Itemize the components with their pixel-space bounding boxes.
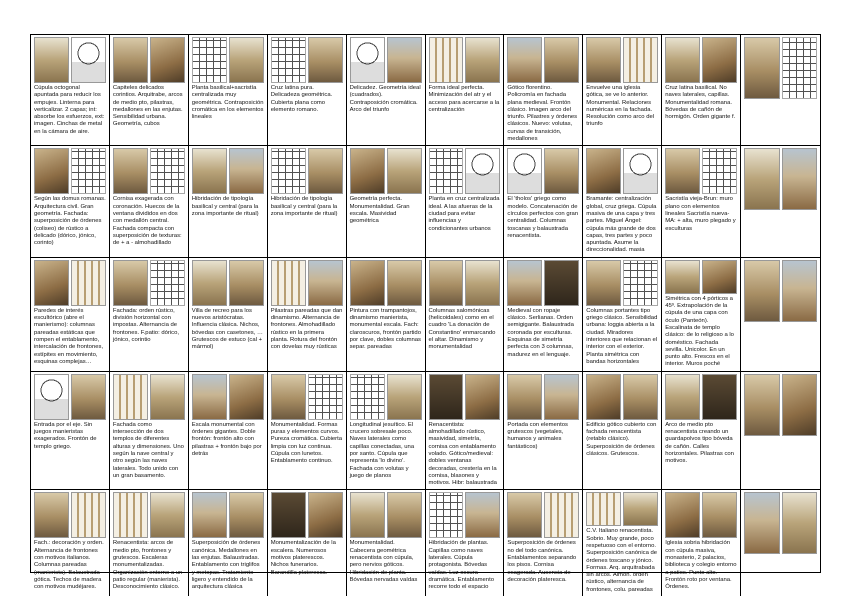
- card-caption: El 'tholos' griego como modelo. Concatenación de círculos perfectos con gran centralidad. Columnas toscanas y balaustrada renacentista.: [507, 196, 579, 239]
- card-caption: Edificio gótico cubierto con fachada renacentista (retablo clásico). Superposición de órdenes clásicos. Grutescos.: [586, 421, 657, 457]
- building-photo: [34, 37, 69, 83]
- building-photo: [544, 37, 579, 83]
- card-images: [192, 492, 264, 538]
- card-caption: [744, 101, 817, 143]
- card-images: [271, 148, 343, 194]
- card-images: [507, 374, 579, 420]
- card: [741, 372, 820, 491]
- building-photo: [465, 260, 500, 306]
- card-images: [665, 260, 737, 294]
- card-caption: C.V. Italiano renacentista. Sobrio. Muy grande, poco respetuoso con el entorno. Superposición canónica de órdenes toscano y jónico. Formas. Arq. arquitrabada sin arcos. Almoh. orden rústico, alternancia de frontones, colu. pareadas: [586, 528, 658, 593]
- card-caption: Capiteles delicados corintios. Arquitrabe, arcos de medio pto, pilastras, medallones en las enjutas. Sensibilidad urbana. Geometría, cubos: [112, 85, 183, 128]
- card-images: [665, 37, 737, 83]
- card: [268, 258, 347, 372]
- floor-plan-image: [150, 148, 185, 194]
- card-images: [507, 260, 579, 306]
- card-images: [586, 37, 658, 83]
- building-photo: [192, 148, 227, 194]
- building-photo: [623, 374, 658, 420]
- card: [426, 35, 505, 146]
- card-caption: Paredes de interés escultórico (abre el manierismo): columnas pareadas estáticas que rompen el entablamento, intercalación de frontones, estípites en movimiento, esquinas complejas…: [34, 307, 104, 365]
- building-photo: [586, 260, 621, 306]
- building-photo: [665, 37, 700, 83]
- card-caption: Portada con elementos grutescos (vegetales, humanos y animales fantásticos): [507, 421, 568, 450]
- card-images: [429, 148, 501, 194]
- building-photo: [586, 37, 621, 83]
- card: [31, 372, 110, 491]
- card-images: [113, 374, 185, 420]
- building-photo: [623, 37, 658, 83]
- card-images: [192, 260, 264, 306]
- card-caption: Fachada: orden rústico, división horizontal con impostas. Alternancia de frontones. F.patio: dórico, jónico, corintio: [112, 307, 180, 343]
- card: [31, 146, 110, 257]
- card-caption: Gótico florentino. Policromía en fachada plana medieval. Frontón clásico. Imagen arco del triunfo. Pilastres y órdenes clásicos. Nuevo: volutas, curvas de transición, medallones: [507, 85, 578, 143]
- card-caption: Entrada por el eje. Sin juegos manieristas exagerados. Frontón de templo griego.: [34, 421, 97, 450]
- card-images: [113, 37, 185, 83]
- card-images: [586, 492, 658, 526]
- card-caption: Hibridación de tipología basilical y central (para la zona importante de ritual): [270, 196, 338, 217]
- building-photo: [308, 37, 343, 83]
- building-photo: [586, 374, 621, 420]
- card-images: [34, 148, 106, 194]
- card-images: [507, 37, 579, 83]
- card: [268, 146, 347, 257]
- card-caption: [744, 556, 817, 594]
- building-photo: [465, 492, 500, 538]
- building-photo: [350, 492, 385, 538]
- building-photo: [744, 148, 779, 210]
- building-photo: [744, 492, 779, 554]
- card: [426, 372, 505, 491]
- card-images: [34, 37, 106, 83]
- elevation-sketch-image: [34, 374, 69, 420]
- card: [583, 372, 662, 491]
- card-caption: Monumentalidad. Cabecera geométrica renacentista con cúpula, pero nervios góticos. Hibridación de planta. Bóvedas nervadas vaídas: [349, 540, 418, 583]
- card: [504, 258, 583, 372]
- card-images: [507, 148, 579, 194]
- building-photo: [507, 260, 542, 306]
- card-caption: [744, 438, 817, 488]
- building-photo: [544, 148, 579, 194]
- building-photo: [702, 374, 737, 420]
- card: [504, 490, 583, 596]
- building-photo: [229, 37, 264, 83]
- card: [110, 35, 189, 146]
- card: [31, 490, 110, 596]
- building-photo: [782, 374, 817, 436]
- card: [347, 35, 426, 146]
- building-photo: [744, 260, 779, 322]
- card: [347, 490, 426, 596]
- building-photo: [350, 260, 385, 306]
- building-photo: [586, 492, 621, 526]
- card-images: [271, 374, 343, 420]
- building-photo: [387, 374, 422, 420]
- card-images: [192, 374, 264, 420]
- floor-plan-image: [192, 37, 227, 83]
- card-caption: Envuelve una iglesia gótica, se ve lo anterior. Monumental. Relaciones numéricas en la fachada. Resolución como arco del triunfo: [586, 85, 655, 128]
- building-photo: [507, 492, 542, 538]
- card: [583, 490, 662, 596]
- card-caption: [744, 212, 817, 254]
- building-photo: [429, 260, 464, 306]
- card: [426, 146, 505, 257]
- card-caption: Bramante: centralización global, cruz griega. Cúpula masiva de una capa y tres partes. Miguel Ángel: cúpula más grande de dos capas, tres partes y poco apuntada. Asume la direccionalidad. masia: [586, 196, 657, 254]
- building-photo: [113, 374, 148, 420]
- card-images: [665, 492, 737, 538]
- building-photo: [429, 37, 464, 83]
- building-photo: [229, 260, 264, 306]
- card: [662, 490, 741, 596]
- building-photo: [623, 492, 658, 526]
- building-photo: [113, 37, 148, 83]
- card-images: [586, 148, 658, 194]
- elevation-sketch-image: [350, 37, 385, 83]
- building-photo: [507, 374, 542, 420]
- building-photo: [465, 374, 500, 420]
- card: [189, 146, 268, 257]
- card: [662, 258, 741, 372]
- card-images: [586, 374, 658, 420]
- card-caption: Forma ideal perfecta. Minimización del atr y el acceso para acercarse a la centralización: [428, 85, 500, 113]
- card: [347, 146, 426, 257]
- floor-plan-image: [702, 148, 737, 194]
- card: [741, 258, 820, 372]
- card-caption: Columnas salomónicas (helicoidales) como en el cuadro 'La donación de Constantino' enmarcando el altar. Dinamismo y monumentalidad: [428, 307, 496, 351]
- building-photo: [113, 492, 148, 538]
- floor-plan-image: [308, 374, 343, 420]
- building-photo: [192, 492, 227, 538]
- card-images: [34, 492, 106, 538]
- card-caption: Superposición de órdenes no del todo canónica. Entablamentos separando los pisos. Cornisa exagerada. Ausencia de decoración plateresca.: [507, 540, 577, 583]
- building-photo: [782, 260, 817, 322]
- card-images: [271, 260, 343, 306]
- floor-plan-image: [623, 260, 658, 306]
- card: [426, 490, 505, 596]
- card-caption: Superposición de órdenes canónica. Medallones en las enjutas. Balaustradas. Entablamento con triglifos y metopas. Tratamiento ligero y entendido de la arquitectura clásica: [191, 540, 261, 591]
- card-images: [350, 260, 422, 306]
- building-photo: [782, 148, 817, 210]
- card-images: [271, 37, 343, 83]
- card-images: [113, 260, 185, 306]
- building-photo: [113, 148, 148, 194]
- card-images: [113, 492, 185, 538]
- card: [504, 146, 583, 257]
- floor-plan-image: [271, 37, 306, 83]
- card-images: [744, 374, 817, 436]
- card-images: [271, 492, 343, 538]
- card-caption: Hibridación de tipología basilical y central (para la zona importante de ritual): [191, 196, 259, 217]
- card-caption: Cruz latina basilical. No naves laterales, capillas. Monumentalidad romana. Bóvedas de cañón de hormigón. Orden gigante f.: [665, 85, 736, 121]
- building-photo: [387, 37, 422, 83]
- card: [110, 372, 189, 491]
- building-photo: [429, 374, 464, 420]
- card: [583, 35, 662, 146]
- floor-plan-image: [782, 37, 817, 99]
- floor-plan-image: [350, 374, 385, 420]
- card: [110, 490, 189, 596]
- card-caption: Hibridación de plantas. Capillas como naves laterales. Cúpula protagonista. Bóvedas vaídas. Luz oscura dramática. Entablamento recorre todo el espacio: [428, 540, 494, 591]
- building-photo: [308, 260, 343, 306]
- floor-plan-image: [271, 148, 306, 194]
- card: [347, 258, 426, 372]
- card-caption: Longitudinal jesuítico. El crucero sobresale poco. Naves laterales como capillas conectadas, una por santo. Cúpula que representa 'lo divino'. Fachada con volutas y juego de planos: [349, 421, 415, 479]
- elevation-sketch-image: [465, 148, 500, 194]
- building-photo: [150, 374, 185, 420]
- card: [504, 35, 583, 146]
- building-photo: [271, 492, 306, 538]
- card-caption: Simétrica con 4 pórticos a 45º. Extrapolación de la cúpula de una capa con óculo (Panteón). Escalinata de templo clásico: de lo religioso a lo doméstico. Fachada sevilla. Unicolor. En un punto alto. Frescos en el interior. Muros poché: [665, 295, 734, 368]
- building-photo: [308, 148, 343, 194]
- card-images: [744, 260, 817, 322]
- building-photo: [702, 260, 737, 294]
- building-photo: [150, 37, 185, 83]
- building-photo: [387, 148, 422, 194]
- card: [31, 35, 110, 146]
- building-photo: [113, 260, 148, 306]
- card-images: [507, 492, 579, 538]
- card: [189, 372, 268, 491]
- study-sheet-grid: [30, 34, 821, 593]
- card: [741, 490, 820, 596]
- card-images: [350, 492, 422, 538]
- card: [583, 146, 662, 257]
- building-photo: [507, 37, 542, 83]
- building-photo: [229, 148, 264, 194]
- card: [268, 35, 347, 146]
- card-images: [113, 148, 185, 194]
- card-caption: Planta basilical+sacristía centralizada muy geométrica. Contraposición cromática en los elementos lineales: [191, 85, 264, 121]
- card: [347, 372, 426, 491]
- card-caption: Fach.: decoración y orden. Alternancia de frontones con motivos italianos. Columnas pareadas (manierista). Balaustrada – gótica. Techos de madera con motivos mudéjares.: [34, 540, 105, 591]
- building-photo: [71, 374, 106, 420]
- card-caption: Planta en cruz centralizada ideal. A las afueras de la ciudad para evitar influencias y condicionantes urbanos: [428, 196, 500, 232]
- card: [662, 372, 741, 491]
- card-caption: Columnas portantes tipo griego clásico. Sensibilidad urbana: loggia abierta a la ciudad. Miradores interiores que relacionan el interior con el exterior. Planta simétrica con bandas horizontales: [586, 307, 658, 365]
- floor-plan-image: [150, 260, 185, 306]
- card: [189, 490, 268, 596]
- card-caption: Cornisa exagerada con coronación. Huecos de la ventana divididos en dos con medallón central. Fachada compacta con superposición de texturas: de + a - almohadillado: [112, 196, 182, 247]
- card-images: [429, 260, 501, 306]
- card-caption: Iglesia sobria hibridación con cúpula masiva, monasterio, 2 palacios, biblioteca y colegio entorno a patios. Punto alto. Frontón roto por ventana. Órdenes.: [665, 540, 737, 591]
- card-caption: Delicadez. Geometría ideal (cuadrados). Contraposición cromática. Arco del triunfo: [349, 85, 421, 113]
- building-photo: [150, 492, 185, 538]
- card: [741, 35, 820, 146]
- card-images: [34, 374, 106, 420]
- card: [583, 258, 662, 372]
- card-caption: Escala monumental con órdenes gigantes. Doble frontón: frontón alto con pilastras + frontón bajo por detrás: [191, 421, 262, 457]
- building-photo: [71, 260, 106, 306]
- card-images: [429, 37, 501, 83]
- building-photo: [192, 260, 227, 306]
- building-photo: [665, 374, 700, 420]
- card: [268, 490, 347, 596]
- building-photo: [544, 492, 579, 538]
- card: [504, 372, 583, 491]
- building-photo: [34, 148, 69, 194]
- building-photo: [71, 492, 106, 538]
- card: [426, 258, 505, 372]
- card-images: [429, 374, 501, 420]
- card-caption: Medieval con ropaje clásico. Serlianas. Orden semigigante. Balaustrada coronada por esculturas. Esquinas de simetría perfecta con 3 columnas, madurez en el lenguaje.: [507, 307, 574, 358]
- building-photo: [387, 260, 422, 306]
- card-images: [350, 148, 422, 194]
- card-caption: Villa de recreo para los nuevos aristócratas. Influencia clásica. Nichos, bóvedas con casetones, … Grutescos de estuco (cal + mármol): [191, 307, 263, 351]
- building-photo: [350, 148, 385, 194]
- floor-plan-image: [71, 148, 106, 194]
- elevation-sketch-image: [71, 37, 106, 83]
- card-images: [744, 492, 817, 554]
- building-photo: [665, 260, 700, 294]
- building-photo: [308, 492, 343, 538]
- building-photo: [465, 37, 500, 83]
- building-photo: [192, 374, 227, 420]
- card: [110, 258, 189, 372]
- card-images: [665, 148, 737, 194]
- building-photo: [744, 374, 779, 436]
- card-images: [192, 37, 264, 83]
- card-caption: Pintura con trampantojos, dinamismo manierista, monumental escala. Fach: claroscuros, frontón partido por clave, dobles columnas separ. pareadas: [349, 307, 421, 351]
- card: [741, 146, 820, 257]
- building-photo: [387, 492, 422, 538]
- card-caption: Cruz latina pura. Delicadeza geométrica. Cubierta plana como elemento romano.: [270, 85, 333, 113]
- elevation-sketch-image: [507, 148, 542, 194]
- building-photo: [665, 492, 700, 538]
- building-photo: [544, 260, 579, 306]
- card-caption: Renacentista: almohadillado rústico, masividad, simetría, cornisa con entablamento volado. Gótico/medieval: dobles ventanas decoradas, crestería en la cornisa, blasones y motivos. Hibr: balaustrada: [428, 421, 497, 487]
- card-caption: Cúpula octogonal apuntada para reducir los empujes. Linterna para verticalizar. 2 capas; int: absorbe los esfuerzos, ext: imagen. Cinchas de metal en la cámara de aire.: [34, 85, 105, 135]
- building-photo: [271, 260, 306, 306]
- card: [189, 258, 268, 372]
- card-images: [350, 37, 422, 83]
- building-photo: [229, 492, 264, 538]
- card-caption: [744, 324, 817, 369]
- card: [268, 372, 347, 491]
- card: [662, 146, 741, 257]
- card-images: [192, 148, 264, 194]
- card-caption: Sacristía vieja-Brun: muro plano con elementos lineales Sacristía nueva-MA: + alta, muro plegado y esculturas: [665, 196, 736, 232]
- card-images: [744, 37, 817, 99]
- building-photo: [34, 492, 69, 538]
- card: [31, 258, 110, 372]
- floor-plan-image: [429, 148, 464, 194]
- card: [189, 35, 268, 146]
- floor-plan-image: [429, 492, 464, 538]
- card-caption: Arco de medio pto renacentista creando un guardapolvos tipo bóveda de cañón. Calles horizontales. Pilastras con motivos.: [665, 421, 734, 465]
- building-photo: [229, 374, 264, 420]
- card: [662, 35, 741, 146]
- building-photo: [702, 37, 737, 83]
- building-photo: [702, 492, 737, 538]
- building-photo: [544, 374, 579, 420]
- card-images: [744, 148, 817, 210]
- card: [110, 146, 189, 257]
- card-images: [586, 260, 658, 306]
- card-caption: Fachada como intersección de dos templos de diferentes alturas y dimensiones. Uno según la nave central y otro según las naves laterales. Todo unido con un gran basamento.: [112, 421, 184, 479]
- card-images: [665, 374, 737, 420]
- building-photo: [744, 37, 779, 99]
- card-caption: Monumentalización de la escalera. Numerosos motivos platerescos. Nichos funerarios. Barandilla plateresca.: [270, 540, 336, 576]
- card-caption: Renacentista: arcos de medio pto, frontones y grutescos. Escaleras monumentalizadas. Organización entorno a un patio regular (manierista). Desconocimiento clásico.: [112, 540, 183, 591]
- building-photo: [271, 374, 306, 420]
- card-images: [350, 374, 422, 420]
- card-caption: Geometría perfecta. Monumentalidad. Gran escala. Masividad geométrica: [349, 196, 410, 225]
- card-images: [429, 492, 501, 538]
- building-photo: [665, 148, 700, 194]
- card-caption: Según las domus romanas. Arquitectura civil. Gran geometría. Fachada: superposición de órdenes (coliseo) de rústico a delicado (dórico, jónico, corinto): [34, 196, 106, 247]
- card-images: [34, 260, 106, 306]
- card-caption: Monumentalidad. Formas puras y elementos curvos. Pureza cromática. Cubierta limpia con luz continua. Cúpula con lunetos. Entablamento continuo.: [270, 421, 343, 465]
- building-photo: [586, 148, 621, 194]
- building-photo: [34, 260, 69, 306]
- card-caption: Pilastras pareadas que dan dinamismo. Alternancia de frontones. Almohadillado rústico en la primera planta. Rotura del frontón con dovelas muy rústicas: [270, 307, 343, 351]
- elevation-sketch-image: [623, 148, 658, 194]
- building-photo: [782, 492, 817, 554]
